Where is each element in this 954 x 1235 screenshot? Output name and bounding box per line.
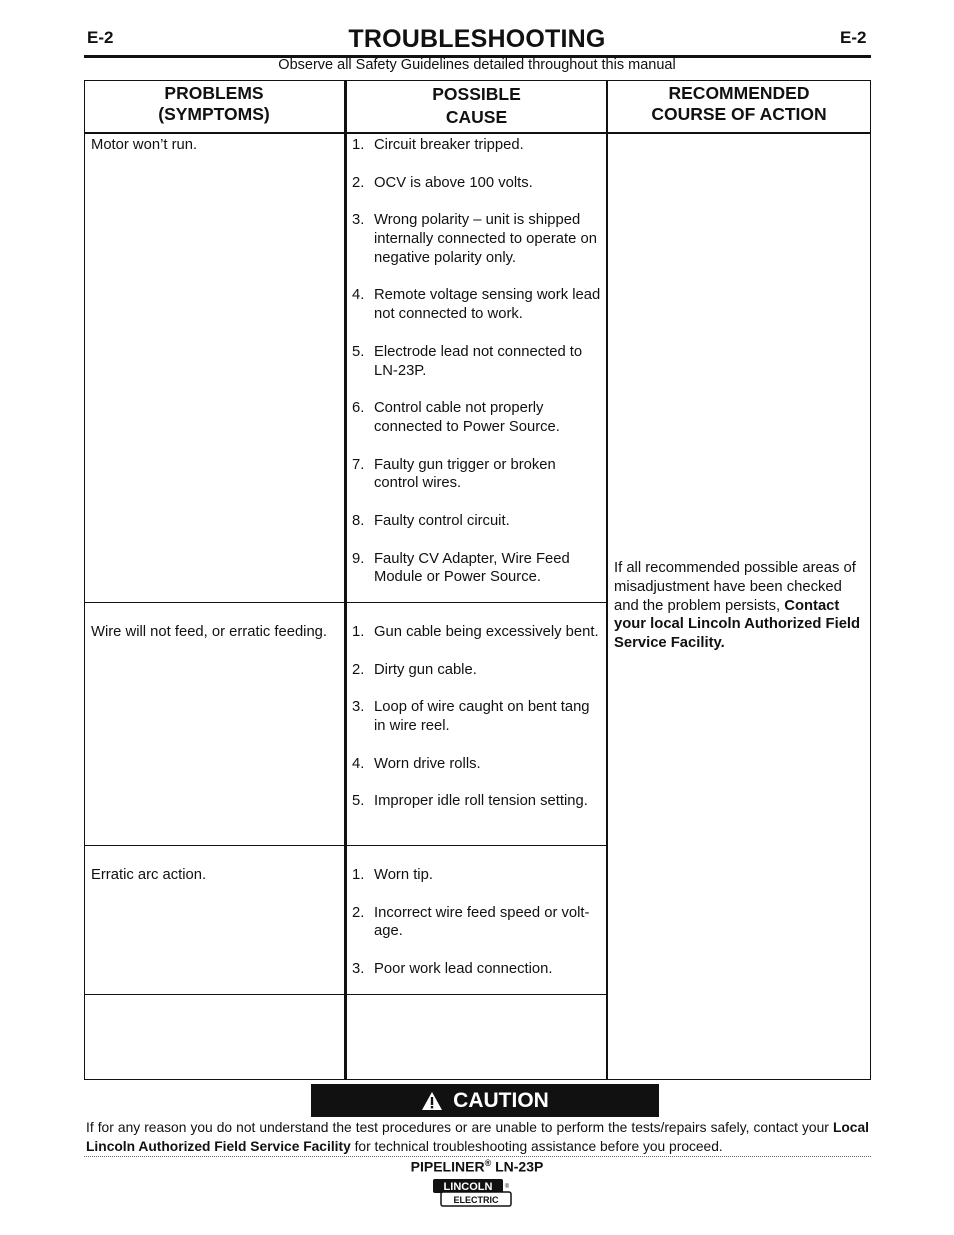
list-item: 5. Electrode lead not connected to LN-23P. [352, 343, 583, 379]
list-item: 1. Gun cable being excessively bent. [352, 624, 599, 640]
problem-erratic-arc: Erratic arc action. [91, 867, 207, 883]
header-problems-line2: (SYMPTOMS) [158, 104, 270, 124]
troubleshooting-table [84, 80, 871, 1080]
problem-motor: Motor won’t run. [91, 137, 198, 153]
footer-product [0, 1158, 954, 1175]
problem-wire-feed: Wire will not feed, or erratic feeding. [91, 624, 328, 640]
causes-list-wire-feed [352, 623, 604, 830]
product-name: PIPELINER [410, 1158, 485, 1175]
header-action [608, 83, 870, 125]
header-problems [84, 83, 344, 125]
list-item: 4. Remote voltage sensing work lead not connected to work. [352, 287, 601, 323]
registered-mark: ® [484, 1158, 492, 1168]
caution-text-bold: Local Lincoln Authorized Field Service Facility [86, 1120, 869, 1154]
causes-list-erratic-arc [352, 866, 602, 998]
list-item: 2. Dirty gun cable. [352, 661, 477, 678]
logo-top-text: LINCOLN [443, 1181, 493, 1193]
column-divider-2 [606, 80, 608, 1080]
table-border-bottom [84, 1079, 871, 1080]
caution-banner [311, 1084, 659, 1117]
list-item: 2. Incorrect wire feed speed or volt-age. [352, 904, 590, 940]
table-border-right [870, 80, 871, 1080]
header-problems-line1: PROBLEMS [164, 83, 264, 103]
warning-triangle-icon [421, 1091, 443, 1111]
caution-text-part2: for technical troubleshooting assistance before you proceed. [354, 1139, 723, 1154]
logo-registered-text: ® [504, 1184, 510, 1190]
header-action-line1: RECOMMENDED [668, 83, 810, 103]
caution-text-part1: If for any reason you do not understand the test procedures or are unable to perform the tests/repairs safely, contact your [86, 1120, 829, 1135]
header-action-line2: COURSE OF ACTION [651, 104, 827, 124]
list-item: 1. Circuit breaker tripped. [352, 137, 524, 153]
list-item: 6. Control cable not properly connected to Power Source. [352, 400, 560, 435]
table-border-top [84, 80, 871, 81]
column-divider-1 [344, 80, 347, 1080]
action-text: If all recommended possible areas of misadjustment have been checked and the problem persists, [614, 560, 856, 614]
list-item: 5. Improper idle roll tension setting. [352, 793, 588, 810]
causes-list-motor [352, 136, 602, 606]
list-item: 3. Wrong polarity – unit is shipped internally connected to operate on negative polarity only. [352, 212, 597, 266]
header-cause-line2: CAUSE [445, 107, 508, 127]
list-item: 3. Poor work lead connection. [352, 960, 553, 977]
list-item: 2. OCV is above 100 volts. [352, 174, 533, 191]
product-model: LN-23P [495, 1158, 544, 1175]
list-item: 4. Worn drive rolls. [352, 755, 481, 772]
header-cause [347, 83, 606, 129]
table-border-left [84, 80, 85, 1080]
list-item: 9. Faulty CV Adapter, Wire Feed Module or Power Source. [352, 550, 570, 586]
page-number-left: E-2 [87, 28, 114, 47]
page-number-right: E-2 [840, 28, 867, 47]
list-item: 8. Faulty control circuit. [352, 512, 510, 529]
list-item: 3. Loop of wire caught on bent tang in wire reel. [352, 699, 590, 734]
caution-text [86, 1118, 869, 1156]
list-item: 7. Faulty gun trigger or broken control wires. [352, 456, 556, 492]
row-divider-2 [84, 845, 607, 846]
lincoln-electric-logo [432, 1178, 512, 1208]
list-item: 1. Worn tip. [352, 867, 433, 883]
caution-label: CAUTION [453, 1088, 549, 1112]
recommended-action [614, 559, 866, 653]
safety-subtitle: Observe all Safety Guidelines detailed throughout this manual [278, 57, 676, 73]
header-divider [84, 132, 871, 134]
page-title: TROUBLESHOOTING [348, 25, 606, 53]
logo-bottom-text: ELECTRIC [453, 1195, 499, 1205]
header-cause-line1: POSSIBLE [432, 84, 521, 104]
footer-rule [84, 1156, 871, 1157]
action-contact: Contact your local Lincoln Authorized Field Service Facility. [614, 597, 861, 652]
